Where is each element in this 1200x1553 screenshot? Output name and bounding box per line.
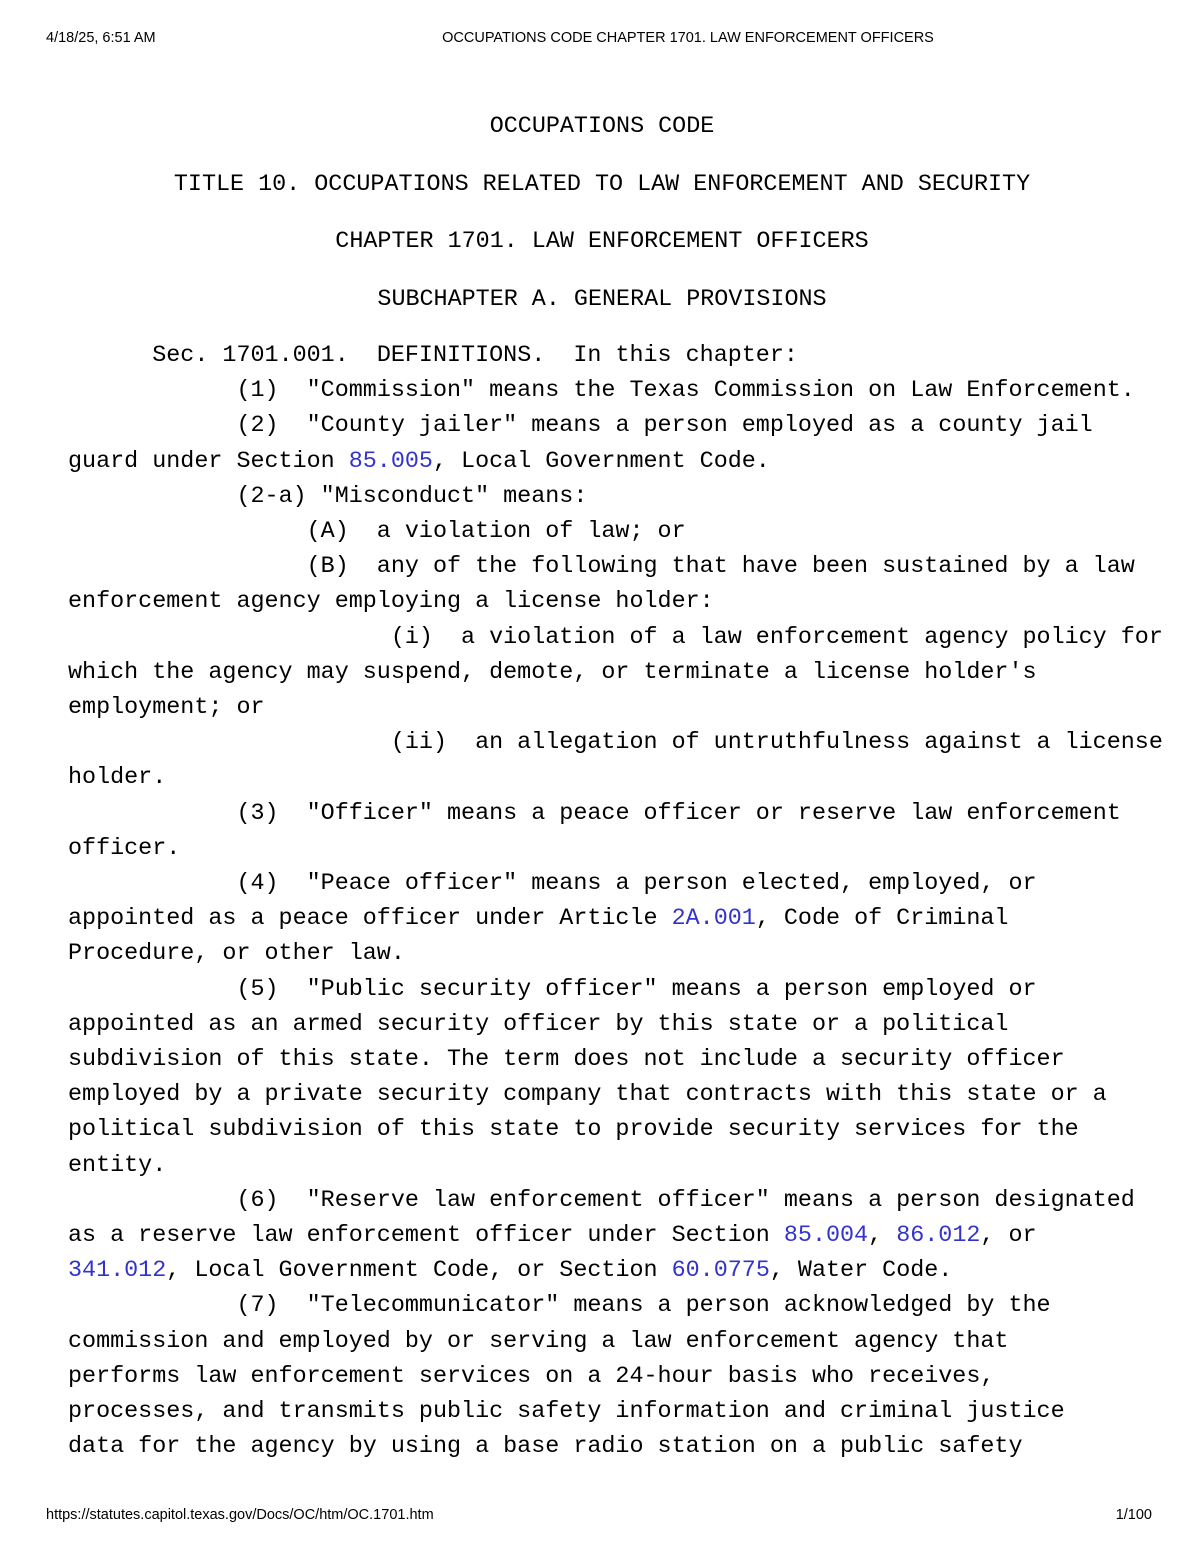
link-86-012[interactable]: 86.012 [896,1223,981,1250]
print-url: https://statutes.capitol.texas.gov/Docs/OC/htm/OC.1701.htm [46,1507,434,1523]
definition-2-text-a: (2) "County jailer" means a person employed as a county jail guard under Section [68,413,1093,475]
subchapter-heading: SUBCHAPTER A. GENERAL PROVISIONS [377,286,827,313]
definition-6-text-c: , Water Code. [769,1258,953,1285]
definition-2a-B: (B) any of the following that have been sustained by a law enforcement agency employing a license holder: [68,554,1135,616]
title-heading: TITLE 10. OCCUPATIONS RELATED TO LAW ENFORCEMENT AND SECURITY [173,171,1031,198]
definition-6-separator-2: , or [980,1223,1037,1250]
code-heading: OCCUPATIONS CODE [489,114,715,140]
definition-4 [68,867,1168,973]
link-85-005[interactable]: 85.005 [348,448,433,475]
definition-6-text-b: , Local Government Code, or Section [166,1258,672,1285]
definition-4-text-a: (4) "Peace officer" means a person elected, employed, or appointed as a peace officer under Article [68,871,1037,933]
link-85-004[interactable]: 85.004 [783,1223,869,1250]
definition-7: (7) "Telecommunicator" means a person acknowledged by the commission and employed by or serving a law enforcement agency that performs law enforcement services on a 24-hour basis who receives, processes, and transmits public safety information and criminal justice data for the agency by using a base radio station on a public safety [68,1293,1065,1461]
definition-2a-B-ii: (ii) an allegation of untruthfulness against a license holder. [68,730,1163,792]
definition-2a: (2-a) "Misconduct" means: [68,483,588,510]
link-341-012[interactable]: 341.012 [68,1258,167,1285]
print-page-number: 1/100 [1115,1507,1152,1523]
definition-2a-B-i: (i) a violation of a law enforcement agency policy for which the agency may suspend, demote, or terminate a license holder's employment; or [68,624,1163,722]
definition-5: (5) "Public security officer" means a person employed or appointed as an armed security officer by this state or a political subdivision of this state. The term does not include a security officer employed by a private security company that contracts with this state or a political subdivision of this state to provide security services for the entity. [68,976,1107,1179]
print-footer [0,1507,1200,1527]
section-intro: Sec. 1701.001. DEFINITIONS. In this chapter: [68,342,798,369]
definition-6 [68,1184,1168,1290]
print-document-title: OCCUPATIONS CODE CHAPTER 1701. LAW ENFORCEMENT OFFICERS [442,30,934,46]
print-header [0,30,1200,50]
chapter-heading: CHAPTER 1701. LAW ENFORCEMENT OFFICERS [335,229,869,256]
print-datetime: 4/18/25, 6:51 AM [46,30,156,46]
definition-2 [68,409,1168,479]
statute-document [68,110,1168,1465]
link-60-0775[interactable]: 60.0775 [671,1258,770,1285]
definition-6-separator-1: , [868,1223,897,1250]
definition-2a-A: (A) a violation of law; or [68,519,686,545]
definition-3: (3) "Officer" means a peace officer or reserve law enforcement officer. [68,800,1121,862]
definition-1: (1) "Commission" means the Texas Commission on Law Enforcement. [68,378,1135,405]
definition-4-text-b: , Code of Criminal Procedure, or other law. [68,906,1009,968]
link-2a-001[interactable]: 2A.001 [671,906,756,933]
definition-2-text-b: , Local Government Code. [432,448,770,475]
definition-6-text-a: (6) "Reserve law enforcement officer" means a person designated as a reserve law enforcement officer under Section [68,1187,1135,1250]
